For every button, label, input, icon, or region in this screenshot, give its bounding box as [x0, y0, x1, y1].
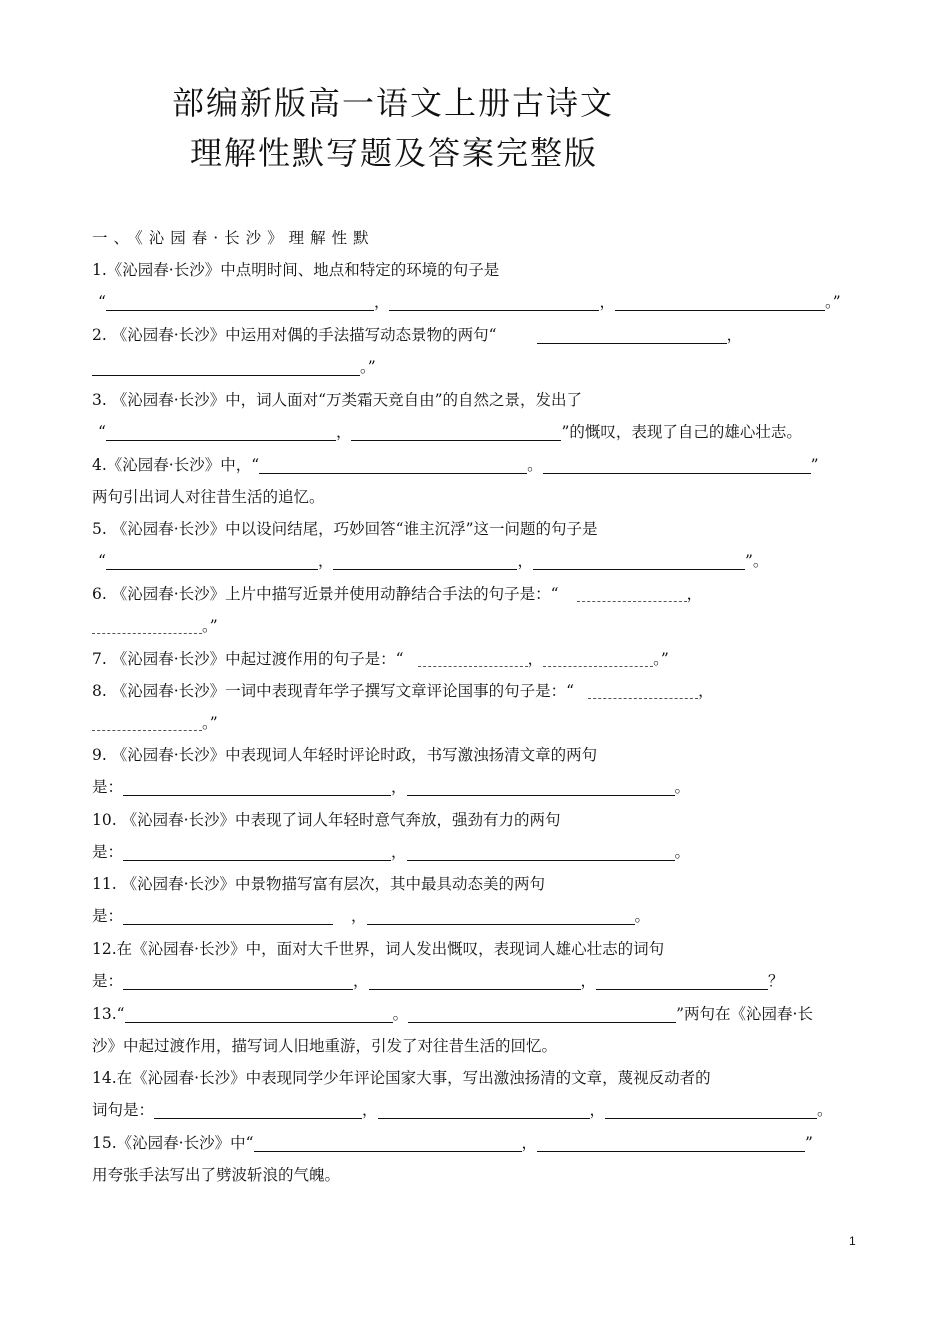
answer-blank[interactable] — [378, 1102, 590, 1119]
answer-blank[interactable] — [605, 1102, 817, 1119]
question-9: 9. 《沁园春·长沙》中表现词人年轻时评论时政，书写激浊扬清文章的两句 — [92, 746, 598, 764]
answer-blank[interactable] — [106, 294, 374, 311]
question-12: 12.在《沁园春·长沙》中，面对大千世界，词人发出慨叹，表现词人雄心壮志的词句 — [92, 940, 665, 958]
question-1-blanks: “ ， ， 。” — [98, 293, 841, 311]
question-14-blanks: 词句是： ， ， 。 — [92, 1101, 833, 1119]
answer-blank[interactable] — [596, 973, 768, 990]
answer-blank[interactable] — [123, 908, 333, 925]
page-number: 1 — [849, 1234, 856, 1248]
question-4: 4.《沁园春·长沙》中，“ 。 ” — [92, 456, 819, 474]
question-13: 13.“ 。 ”两句在《沁园春·长 — [92, 1005, 813, 1023]
section-heading: 一、《沁园春·长沙》理解性默 — [92, 229, 375, 247]
answer-blank[interactable] — [333, 553, 517, 570]
question-3: 3. 《沁园春·长沙》中，词人面对“万类霜天竞自由”的自然之景，发出了 — [92, 391, 582, 409]
question-15: 15.《沁园春·长沙》中“ ， ” — [92, 1134, 813, 1152]
answer-blank[interactable] — [577, 587, 687, 602]
answer-blank[interactable] — [543, 652, 653, 667]
answer-blank[interactable] — [615, 294, 825, 311]
question-5-blanks: “ ， ， ”。 — [98, 552, 769, 570]
answer-blank[interactable] — [92, 619, 202, 634]
title-line-1: 部编新版高一语文上册古诗文 — [172, 84, 615, 122]
answer-blank[interactable] — [407, 844, 675, 861]
answer-blank[interactable] — [418, 652, 528, 667]
answer-blank[interactable] — [537, 327, 727, 344]
answer-blank[interactable] — [367, 908, 635, 925]
answer-blank[interactable] — [351, 424, 561, 441]
answer-blank[interactable] — [533, 553, 745, 570]
question-4-cont: 两句引出词人对往昔生活的追忆。 — [92, 488, 325, 506]
answer-blank[interactable] — [123, 844, 391, 861]
question-6-cont: 。” — [92, 616, 218, 636]
question-6: 6. 《沁园春·长沙》上片中描写近景并使用动静结合手法的句子是：“ ， — [92, 585, 703, 603]
answer-blank[interactable] — [408, 1006, 676, 1023]
answer-blank[interactable] — [106, 553, 318, 570]
question-3-blanks: “ ， ”的慨叹，表现了自己的雄心壮志。 — [98, 423, 802, 441]
answer-blank[interactable] — [123, 973, 353, 990]
answer-blank[interactable] — [369, 973, 581, 990]
question-1: 1.《沁园春·长沙》中点明时间、地点和特定的环境的句子是 — [92, 261, 500, 279]
answer-blank[interactable] — [125, 1006, 393, 1023]
question-8: 8. 《沁园春·长沙》一词中表现青年学子撰写文章评论国事的句子是：“ ， — [92, 682, 714, 700]
question-2-cont: 。” — [92, 357, 376, 377]
question-11-blanks: 是： ， 。 — [92, 907, 651, 925]
question-2: 2. 《沁园春·长沙》中运用对偶的手法描写动态景物的两句“ ， — [92, 326, 743, 344]
answer-blank[interactable] — [123, 779, 391, 796]
answer-blank[interactable] — [407, 779, 675, 796]
question-9-blanks: 是： ， 。 — [92, 778, 691, 796]
question-13-cont: 沙》中起过渡作用，描写词人旧地重游，引发了对往昔生活的回忆。 — [92, 1037, 558, 1055]
answer-blank[interactable] — [92, 716, 202, 731]
question-10: 10. 《沁园春·长沙》中表现了词人年轻时意气奔放，强劲有力的两句 — [92, 811, 561, 829]
question-11: 11. 《沁园春·长沙》中景物描写富有层次，其中最具动态美的两句 — [92, 875, 546, 893]
question-14: 14.在《沁园春·长沙》中表现同学少年评论国家大事，写出激浊扬清的文章，蔑视反动者的 — [92, 1069, 711, 1087]
answer-blank[interactable] — [259, 457, 527, 474]
answer-blank[interactable] — [92, 359, 360, 376]
answer-blank[interactable] — [537, 1135, 805, 1152]
answer-blank[interactable] — [588, 684, 698, 699]
question-5: 5. 《沁园春·长沙》中以设问结尾，巧妙回答“谁主沉浮”这一问题的句子是 — [92, 520, 598, 538]
answer-blank[interactable] — [389, 294, 599, 311]
question-15-cont: 用夸张手法写出了劈波斩浪的气魄。 — [92, 1166, 341, 1184]
answer-blank[interactable] — [106, 424, 336, 441]
question-12-blanks: 是： ， ， ？ — [92, 972, 784, 990]
question-7: 7. 《沁园春·长沙》中起过渡作用的句子是：“ ， 。” — [92, 650, 669, 668]
answer-blank[interactable] — [254, 1135, 522, 1152]
title-line-2: 理解性默写题及答案完整版 — [190, 134, 599, 172]
question-10-blanks: 是： ， 。 — [92, 843, 691, 861]
answer-blank[interactable] — [154, 1102, 362, 1119]
question-8-cont: 。” — [92, 713, 218, 733]
answer-blank[interactable] — [543, 457, 811, 474]
